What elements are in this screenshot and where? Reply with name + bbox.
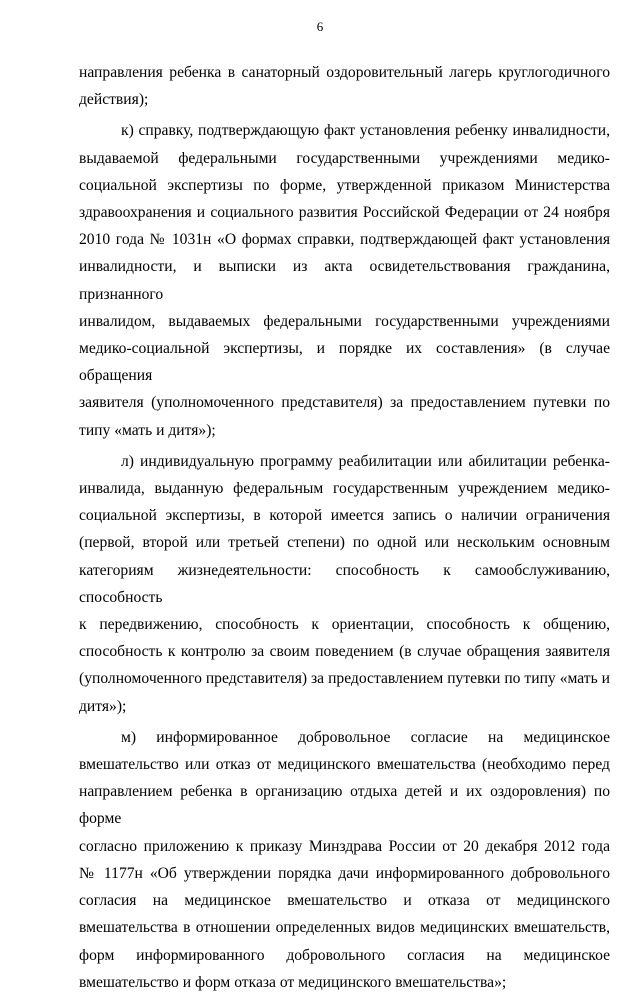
text-line: инвалида, выданную федеральным государственным учреждением медико-	[79, 480, 610, 498]
text-line: направлением ребенка в организацию отдыха детей и их оздоровления) по форме	[79, 783, 610, 828]
paragraph-item-k	[79, 117, 610, 443]
text-line: согласно приложению к приказу Минздрава России от 20 декабря 2012 года	[79, 837, 610, 855]
text-line: к передвижению, способность к ориентации, способность к общению,	[79, 616, 610, 634]
text-line: м) информированное добровольное согласие на медицинское	[121, 728, 610, 746]
text-line: заявителя (уполномоченного представителя) за предоставлением путевки по	[79, 394, 610, 412]
text-line: дитя»);	[79, 697, 127, 715]
document-body	[79, 59, 610, 1000]
text-line: категориям жизнедеятельности: способность к самообслуживанию, способность	[79, 561, 610, 606]
text-line: выдаваемой федеральными государственными учреждениями медико-	[79, 149, 610, 167]
page-number: 6	[316, 19, 324, 34]
text-line: согласия на медицинское вмешательство и отказа от медицинского	[79, 892, 610, 910]
text-line: социальной экспертизы по форме, утвержденной приказом Министерства	[79, 176, 610, 194]
paragraph-item-l	[79, 448, 610, 720]
text-line: л) индивидуальную программу реабилитации или абилитации ребенка-	[121, 452, 610, 470]
text-line: форм информированного добровольного согласия на медицинское	[79, 946, 610, 964]
text-line: 2010 года № 1031н «О формах справки, подтверждающей факт установления	[79, 231, 610, 249]
text-line: способность к контролю за своим поведением (в случае обращения заявителя	[79, 643, 610, 661]
text-line: типу «мать и дитя»);	[79, 421, 216, 439]
text-line: № 1177н «Об утверждении порядка дачи информированного добровольного	[79, 864, 610, 882]
text-line: (первой, второй или третьей степени) по одной или нескольким основным	[79, 534, 610, 552]
text-line: действия);	[79, 91, 149, 109]
text-line: инвалидности, и выписки из акта освидетельствования гражданина, признанного	[79, 258, 610, 303]
paragraph-item-m	[79, 724, 610, 996]
text-line: инвалидом, выдаваемых федеральными государственными учреждениями	[79, 312, 610, 330]
text-line: направления ребенка в санаторный оздоровительный лагерь круглогодичного	[79, 64, 610, 81]
text-line: вмешательства в отношении определенных видов медицинских вмешательств,	[79, 919, 610, 937]
text-line: медико-социальной экспертизы, и порядке их составления» (в случае обращения	[79, 340, 610, 385]
paragraph-continuation	[79, 59, 610, 113]
text-line: вмешательство или отказ от медицинского вмешательства (необходимо перед	[79, 756, 610, 774]
text-line: здравоохранения и социального развития Российской Федерации от 24 ноября	[79, 204, 610, 222]
text-line: вмешательство и форм отказа от медицинского вмешательства»;	[79, 973, 507, 991]
text-line: социальной экспертизы, в которой имеется запись о наличии ограничения	[79, 507, 610, 525]
text-line: (уполномоченного представителя) за предоставлением путевки по типу «мать и	[79, 670, 610, 688]
text-line: к) справку, подтверждающую факт установления ребенку инвалидности,	[121, 122, 610, 140]
